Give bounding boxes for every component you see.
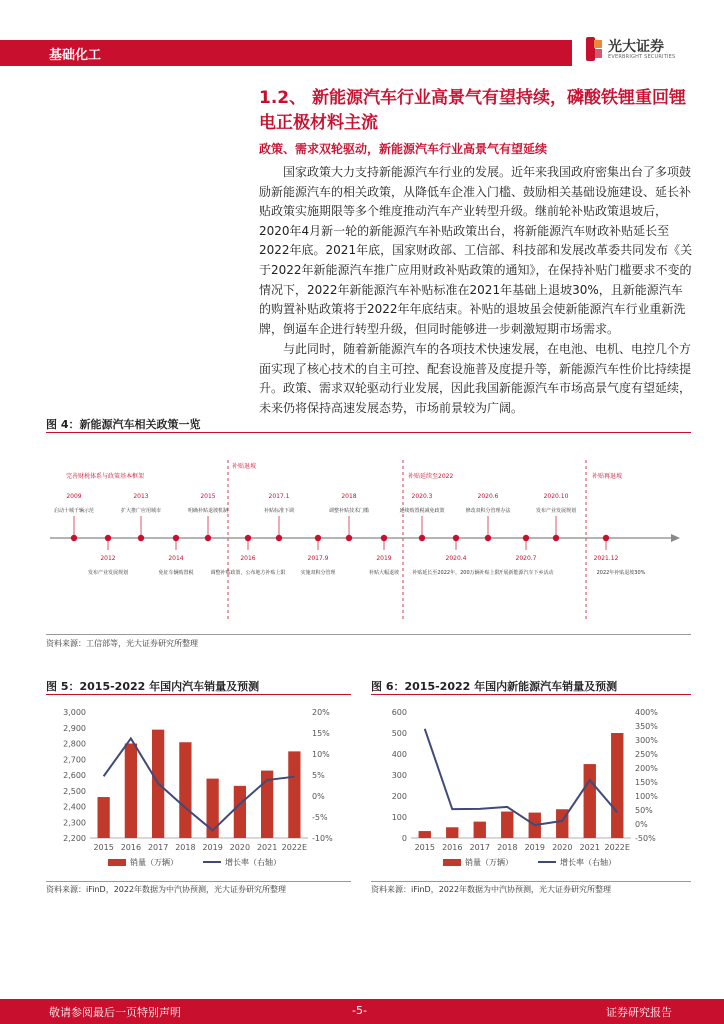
event-dot [553, 535, 559, 541]
upper-event [264, 493, 294, 541]
x-tick-label: 2016 [442, 843, 463, 852]
event-text: 修改双积分管理办法 [465, 508, 511, 514]
y2-tick-label: 400% [635, 708, 658, 717]
x-tick-label: 2019 [202, 843, 223, 852]
x-tick-label: 2019 [524, 843, 545, 852]
y-tick-label: 2,300 [63, 818, 86, 828]
x-tick-label: 2018 [175, 843, 196, 852]
y-tick-label: 2,800 [63, 739, 86, 749]
event-text: 补贴延长至2022年，200万辆补贴上限 [412, 570, 500, 576]
bar [501, 812, 513, 838]
bar [179, 742, 191, 838]
lower-event [88, 535, 128, 576]
x-tick-label: 2015 [414, 843, 435, 852]
body-paragraph-2: 与此同时，随着新能源汽车的各项技术快速发展，在电池、电机、电控几个方面实现了核心技术的自主可控、配套设施普及度提升等，新能源汽车性价比持续提升。政策、需求双轮驱动行业发展，因此我国新能源汽车市场高景气度有望延续，未来仍将保持高速发展态势，市场前景较为广阔。 [259, 342, 692, 415]
y2-tick-label: 250% [635, 750, 658, 759]
logo-mark-icon [584, 36, 604, 62]
event-dot [485, 535, 491, 541]
upper-event [54, 493, 94, 541]
y2-tick-label: 350% [635, 722, 658, 731]
bar [97, 797, 109, 838]
y2-tick-label: 0% [635, 820, 648, 829]
event-year: 2021.12 [593, 555, 619, 562]
fig6-bottom-rule [371, 881, 691, 882]
y2-tick-label: 10% [312, 750, 330, 759]
fig5-source: 资料来源：iFinD，2022年数据为中汽协预测，光大证券研究所整理 [46, 885, 287, 894]
event-year: 2020.4 [445, 555, 467, 562]
upper-event [188, 493, 228, 541]
y2-tick-label: -5% [312, 813, 328, 822]
phase-label: 补贴再退坡 [592, 473, 623, 480]
legend-line-label: 增长率（右轴） [225, 858, 281, 867]
y-tick-label: 3,000 [63, 708, 86, 717]
event-year: 2017.1 [268, 493, 290, 500]
lower-event [300, 535, 335, 576]
event-dot [453, 535, 459, 541]
event-text: 调整补贴技术门槛 [328, 508, 370, 514]
policy-timeline [46, 446, 686, 631]
event-text: 调整补贴政策，公布地方补贴上限 [210, 570, 286, 576]
event-dot [71, 535, 77, 541]
event-dot [205, 535, 211, 541]
y2-tick-label: -10% [312, 834, 333, 843]
company-logo [584, 34, 680, 68]
bar [446, 827, 458, 838]
x-tick-label: 2021 [579, 843, 600, 852]
y2-tick-label: 200% [635, 764, 658, 773]
lower-event [158, 535, 193, 576]
section-subheading: 政策、需求双轮驱动，新能源汽车行业高景气有望延续 [259, 142, 548, 156]
upper-event [465, 493, 511, 541]
bar [584, 764, 596, 838]
event-dot [105, 535, 111, 541]
timeline-arrow-icon [671, 534, 680, 542]
bar [125, 744, 137, 839]
x-tick-label: 2021 [256, 843, 278, 852]
event-year: 2015 [200, 493, 216, 500]
event-text: 2022年补贴退坡30% [596, 570, 646, 576]
fig5-title: 图 5：2015-2022 年国内汽车销量及预测 [46, 680, 260, 693]
fig6-chart [371, 698, 691, 878]
event-text: 补贴标准下调 [263, 508, 295, 514]
y-tick-label: 0 [401, 834, 407, 843]
x-tick-label: 2017 [469, 843, 490, 852]
x-tick-label: 2022E [281, 843, 308, 852]
event-year: 2019 [376, 555, 392, 562]
fig4-title-rule [46, 432, 691, 433]
event-dot [603, 535, 609, 541]
event-text: 实施双积分管理 [300, 570, 336, 576]
event-year: 2020.10 [543, 493, 569, 500]
section-heading: 1.2、 新能源汽车行业高景气有望持续，磷酸铁锂重回锂电正极材料主流 [259, 88, 687, 133]
fig4-source: 资料来源：工信部等，光大证券研究所整理 [46, 639, 198, 648]
y-tick-label: 200 [391, 792, 407, 801]
event-text: 发布产业发展规划 [87, 570, 129, 576]
lower-event [412, 535, 499, 576]
x-tick-label: 2020 [552, 843, 573, 852]
fig5-title-rule [46, 694, 351, 695]
y-tick-label: 500 [391, 729, 407, 738]
x-tick-label: 2017 [147, 843, 169, 852]
bar [288, 751, 300, 838]
event-year: 2016 [240, 555, 256, 562]
x-tick-label: 2018 [497, 843, 518, 852]
y2-tick-label: 100% [635, 792, 658, 801]
lower-event [498, 535, 553, 576]
fig6-title-rule [371, 694, 691, 695]
footer-report-type: 证券研究报告 [606, 1006, 672, 1019]
phase-label: 补贴延续至2022 [408, 473, 454, 480]
section-label: 基础化工 [49, 48, 102, 63]
event-dot [346, 535, 352, 541]
legend-line-label: 增长率（右轴） [560, 858, 616, 867]
bar [611, 733, 623, 838]
event-year: 2014 [168, 555, 184, 562]
y2-tick-label: 20% [312, 708, 330, 717]
event-year: 2020.3 [411, 493, 433, 500]
lower-event [210, 535, 285, 576]
event-year: 2013 [133, 493, 149, 500]
y-tick-label: 2,900 [63, 723, 86, 733]
y2-tick-label: 150% [635, 778, 658, 787]
legend-bar-label: 销量（万辆） [465, 858, 513, 867]
lower-event [594, 535, 646, 576]
event-year: 2012 [100, 555, 116, 562]
event-year: 2018 [341, 493, 357, 500]
y2-tick-label: 300% [635, 736, 658, 745]
event-dot [315, 535, 321, 541]
y-tick-label: 600 [391, 708, 407, 717]
y-tick-label: 300 [391, 771, 407, 780]
fig5-chart [46, 698, 351, 878]
event-dot [138, 535, 144, 541]
y2-tick-label: 0% [312, 792, 325, 801]
y-tick-label: 2,600 [63, 771, 86, 780]
x-tick-label: 2020 [229, 843, 251, 852]
footer-disclaimer: 敬请参阅最后一页特别声明 [49, 1006, 181, 1019]
fig4-title: 图 4：新能源汽车相关政策一览 [46, 418, 201, 431]
event-year: 2009 [66, 493, 82, 500]
event-dot [381, 535, 387, 541]
event-text: 启动十城千辆示范 [53, 508, 95, 514]
event-text: 扩大推广应用城市 [120, 508, 162, 514]
legend-bar-label: 销量（万辆） [130, 858, 178, 867]
fig6-source: 资料来源：iFinD，2022年数据为中汽协预测，光大证券研究所整理 [371, 885, 612, 894]
phase-label: 补贴退坡 [232, 463, 257, 470]
event-text: 开展新能源汽车下乡活动 [498, 570, 554, 576]
body-paragraph-1: 国家政策大力支持新能源汽车行业的发展。近年来我国政府密集出台了多项鼓励新能源汽车的相关政策，从降低车企准入门槛、鼓励相关基础设施建设、延长补贴政策实施期限等多个维度推动汽车产业转型升级。继前轮补贴政策退坡后，2020年4月新一轮的新能源汽车补贴政策出台，将新能源汽车财政补贴延长至2022年底。2021年底，国家财政部、工信部、科技部和发展改革委共同发布《关于2022年新能源汽车推广应用财政补贴政策的通知》，在保持补贴门槛要求不变的情况下，2022年新能源汽车补贴标准在2021年基础上退坡30%，且新能源汽车的购置补贴政策将于2022年年底结束。补贴的退坡虽会使新能源汽车行业重新洗牌，倒逼车企进行转型升级，但同时能够进一步刺激短期市场需求。 [259, 165, 693, 336]
legend-bar-swatch [443, 859, 461, 866]
x-tick-label: 2015 [93, 843, 114, 852]
logo-text-cn: 光大证券 [608, 39, 664, 55]
y2-tick-label: 5% [312, 771, 325, 780]
y2-tick-label: -50% [635, 834, 656, 843]
lower-event [369, 535, 399, 576]
event-year: 2020.6 [477, 493, 499, 500]
bar [474, 822, 486, 838]
event-dot [173, 535, 179, 541]
y-tick-label: 400 [391, 750, 407, 759]
y-tick-label: 2,200 [63, 834, 86, 843]
event-year: 2017.9 [307, 555, 329, 562]
upper-event [329, 493, 369, 541]
page-number: -5- [352, 1004, 367, 1017]
fig4-bottom-rule [46, 634, 691, 635]
y2-tick-label: 50% [635, 806, 653, 815]
logo-text-en: EVERBRIGHT SECURITIES [608, 54, 676, 60]
upper-event [399, 493, 444, 541]
event-dot [419, 535, 425, 541]
fig5-bottom-rule [46, 881, 351, 882]
fig6-title: 图 6：2015-2022 年国内新能源汽车销量及预测 [371, 680, 618, 693]
phase-label: 完善财税体系与政策基本框架 [66, 473, 145, 480]
event-text: 补贴大幅退坡 [368, 570, 400, 576]
legend-bar-swatch [108, 859, 126, 866]
upper-event [121, 493, 161, 541]
x-tick-label: 2016 [120, 843, 142, 852]
y2-tick-label: 15% [312, 729, 330, 738]
y-tick-label: 100 [391, 813, 407, 822]
event-dot [245, 535, 251, 541]
bar [419, 831, 431, 838]
event-text: 发布产业发展规划 [535, 508, 577, 514]
event-year: 2020.7 [515, 555, 537, 562]
y-tick-label: 2,700 [63, 755, 86, 765]
y-tick-label: 2,500 [63, 786, 86, 796]
event-text: 免征车辆购置税 [158, 570, 194, 576]
bar [234, 786, 246, 838]
y-tick-label: 2,400 [63, 802, 86, 812]
event-dot [276, 535, 282, 541]
event-text: 明确补贴退坡机制 [187, 508, 229, 514]
upper-event [536, 493, 576, 541]
event-text: 延续购置税减免政策 [399, 508, 445, 514]
event-dot [523, 535, 529, 541]
x-tick-label: 2022E [604, 843, 630, 852]
